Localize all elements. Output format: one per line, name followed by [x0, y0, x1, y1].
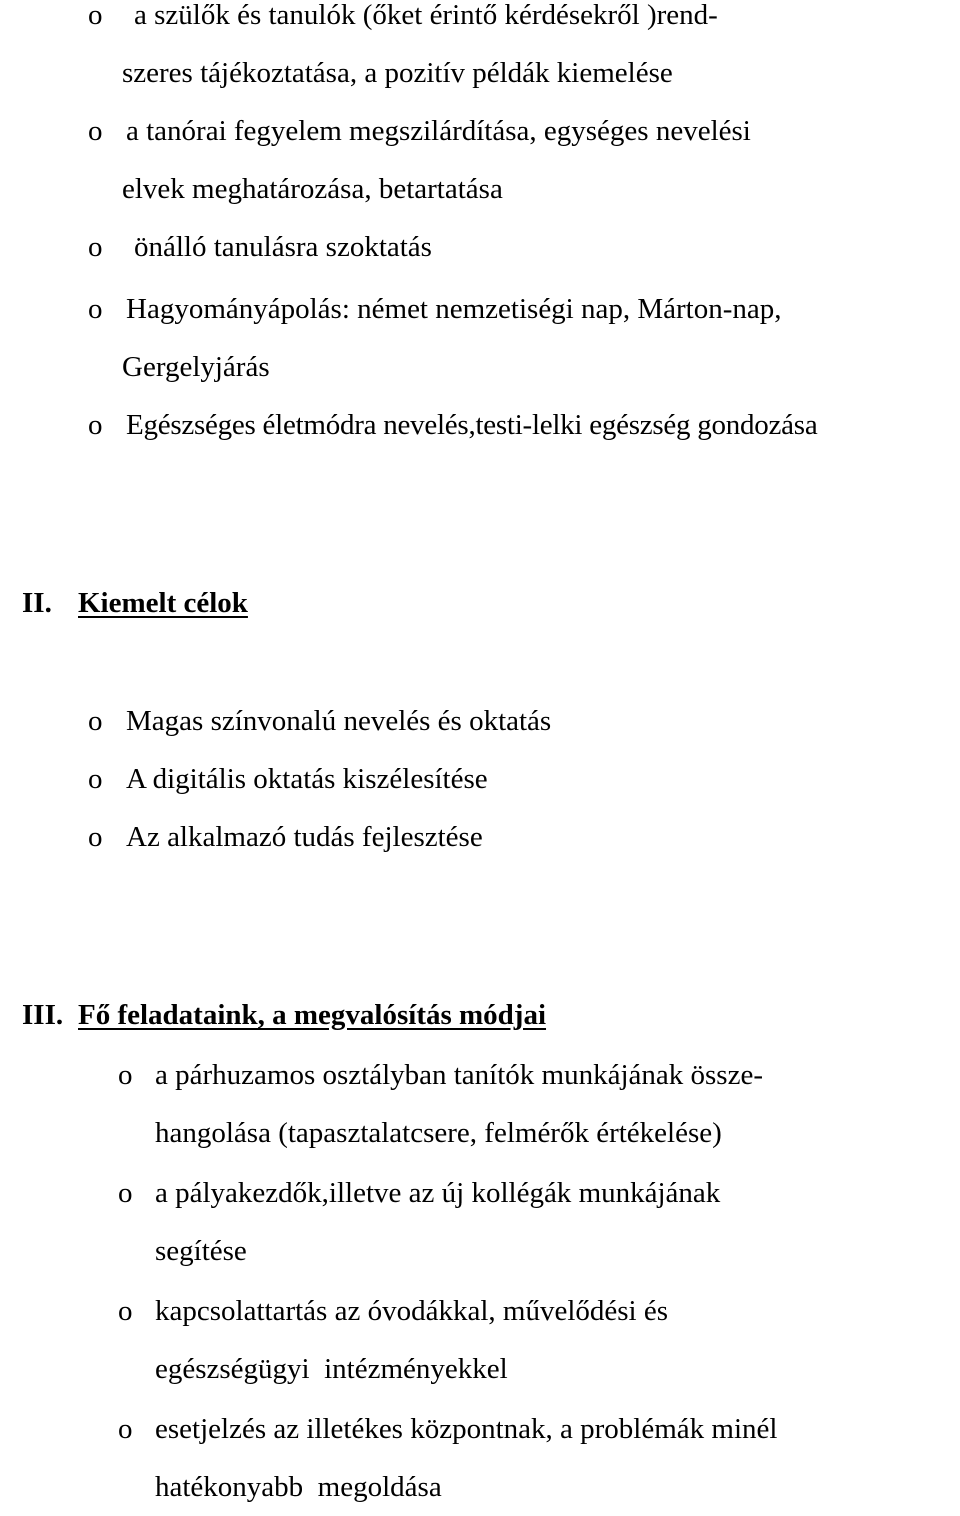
list-item-text: Hagyományápolás: német nemzetiségi nap, Márton-nap, — [126, 293, 782, 325]
word: az — [408, 1177, 435, 1209]
list-item — [88, 750, 488, 808]
section-title: Fő feladataink, a megvalósítás módjai — [78, 999, 547, 1031]
list-item-text: hangolása (tapasztalatcsere, felmérők értékelése) — [155, 1117, 722, 1149]
list-item — [118, 1400, 777, 1458]
list-item-continuation — [155, 1458, 442, 1516]
section-heading — [22, 574, 422, 632]
list-item-text: a tanórai fegyelem megszilárdítása, egységes nevelési — [126, 115, 751, 147]
section-heading — [22, 986, 722, 1044]
list-item-text: Egészséges életmódra nevelés,testi-lelki egészség gondozása — [126, 409, 818, 441]
word: kollégák — [471, 1177, 572, 1209]
section-number: II. — [22, 587, 52, 619]
list-item — [88, 280, 782, 338]
list-item-continuation — [155, 1222, 247, 1280]
list-item — [88, 692, 551, 750]
bullet: o — [118, 1177, 133, 1209]
word: munkájának — [578, 1177, 721, 1209]
list-item-text: egészségügyi intézményekkel — [155, 1353, 508, 1385]
list-item — [118, 1046, 763, 1104]
list-item-text: önálló tanulásra szoktatás — [134, 231, 432, 263]
list-item-text: segítése — [155, 1235, 247, 1267]
word: az — [334, 1295, 361, 1327]
word: és — [643, 1295, 669, 1327]
list-item — [118, 1164, 930, 1222]
list-item — [88, 218, 432, 276]
bullet: o — [88, 821, 103, 853]
word: a — [155, 1177, 168, 1209]
bullet: o — [88, 293, 103, 325]
bullet: o — [88, 115, 103, 147]
section-title: Kiemelt célok — [78, 587, 248, 619]
list-item-text — [155, 1282, 930, 1340]
word: kapcsolattartás — [155, 1295, 328, 1327]
bullet: o — [118, 1413, 133, 1445]
bullet: o — [118, 1295, 133, 1327]
list-item-text: Magas színvonalú nevelés és oktatás — [126, 705, 552, 737]
list-item-continuation — [122, 44, 673, 102]
bullet: o — [88, 409, 103, 441]
list-item — [88, 396, 817, 454]
bullet: o — [88, 705, 103, 737]
list-item-text: a párhuzamos osztályban tanítók munkájának össze- — [155, 1059, 763, 1091]
list-item-text: esetjelzés az illetékes központnak, a problémák minél — [155, 1413, 778, 1445]
list-item-text: Az alkalmazó tudás fejlesztése — [126, 821, 483, 853]
list-item-text: szeres tájékoztatása, a pozitív példák kiemelése — [122, 57, 673, 89]
word: pályakezdők,illetve — [175, 1177, 402, 1209]
list-item — [88, 0, 938, 44]
list-item-text — [155, 1164, 930, 1222]
list-item — [88, 808, 483, 866]
list-item-continuation — [155, 1340, 508, 1398]
bullet: o — [88, 763, 103, 795]
list-item-text: a szülők és tanulók (őket érintő kérdésekről )rend- — [134, 0, 718, 31]
word: új — [441, 1177, 465, 1209]
word: művelődési — [502, 1295, 637, 1327]
list-item-text: Gergelyjárás — [122, 351, 270, 383]
section-number: III. — [22, 999, 64, 1031]
bullet: o — [88, 231, 103, 263]
list-item-text: A digitális oktatás kiszélesítése — [126, 763, 488, 795]
bullet: o — [88, 0, 103, 31]
list-item-continuation — [122, 338, 270, 396]
word: óvodákkal, — [367, 1295, 496, 1327]
list-item-continuation — [155, 1104, 722, 1162]
list-item-text: elvek meghatározása, betartatása — [122, 173, 503, 205]
list-item — [118, 1282, 930, 1340]
list-item-continuation — [122, 160, 503, 218]
bullet: o — [118, 1059, 133, 1091]
list-item-text: hatékonyabb megoldása — [155, 1471, 442, 1503]
list-item — [88, 102, 751, 160]
